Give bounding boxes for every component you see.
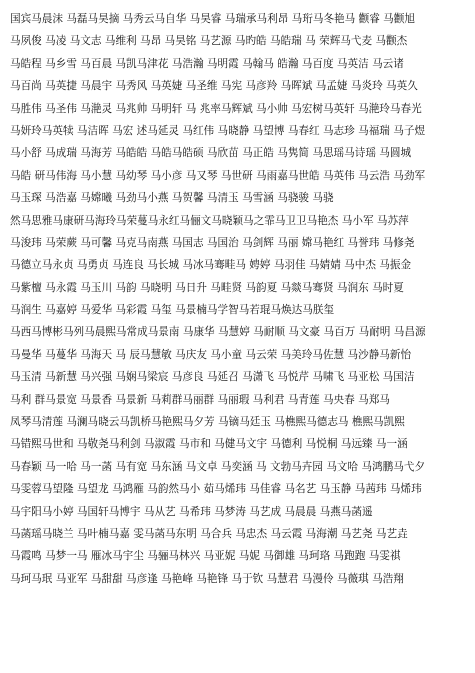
name-row: 马利 群马景宽 马景香 马景新 马莉群马丽群 马丽瑕 马利君 马青莲 马央春 马郑马 [10,393,390,406]
name-row: 马宇阳马小婷 马国轩马博宇 马从艺 马希玮 马梦涛 马艺成 马晨晨 马燕马菡遥 [10,505,373,518]
name-row: 马玉琛 马浩嘉 马嫦曦 马劲马小燕 马贺馨 马清玉 马雪涵 马骁骏 马骁 [10,192,334,205]
name-row: 马妍玲马英犊 马洁晖 马宏 述马延灵 马红伟 马晓静 马望博 马春红 马志珍 马福瑞 马子煜 [10,124,426,137]
name-row: 马雯蓉马望隆 马望龙 马鸿雁 马韵然马小 茹马烯玮 马佳睿 马名艺 马玉静 马茜玮 马烯玮 [10,483,422,496]
name-row: 马夙俊 马凌 马文志 马维利 马昂 马昊铭 马艺源 马旳皓 马皓瑞 马 荣辉马弋麦 马颧杰 [10,35,408,48]
name-row: 然马思雅马康研马海玲马荣蔓马永红马俪文马晓颖马之霏马卫卫马艳杰 马小军 马苏萍 [10,214,409,227]
name-row: 马德立马永贞 马勇贞 马连良 马长城 马冰马骞畦马 娉婷 马羽佳 马婧婧 马中杰 马振金 [10,259,412,272]
name-row: 马皓 研马伟海 马小慧 马幼琴 马小彦 马又琴 马世研 马雨嘉马世皓 马英伟 马云浩 马劲军 [10,169,426,182]
name-row: 马西马博彬马列马晨熙马常成马景南 马康华 马慧婷 马耐顺 马文豪 马百万 马耐明 马昌源 [10,326,426,339]
name-row: 马小舒 马成瑞 马海芳 马皓皓 马皓马皓硕 马欣苗 马正皓 马隽简 马思瑶马诗瑶 马圆城 [10,147,412,160]
name-row: 马曼华 马蔓华 马海天 马 辰马慧敏 马庆友 马小童 马云荣 马美玲马佐慧 马沙静马新怡 [10,348,412,361]
name-row: 马浚玮 马荣蕨 马可馨 马克马南燕 马国志 马国治 马剑辉 马丽 嫦马艳红 马誉玮 马修尧 [10,236,415,249]
name-row: 马百尚 马英捷 马晨宇 马秀风 马英婕 马圣维 马宪 马彦羚 马晖斌 马孟婕 马炎玲 马英久 [10,80,418,93]
name-row: 马错熙马世和 马敬尧马利剑 马淑霞 马市和 马健马文宇 马德利 马悦桐 马远臻 马一涵 [10,438,408,451]
name-row: 马玉清 马新慧 马兴强 马娴马梁宸 马彦良 马延召 马潇飞 马悦芹 马啸飞 马亚松 马国洁 [10,371,415,384]
name-row: 马春颖 马一哈 马一菡 马有宽 马东涵 马文卓 马奕涵 马 文勃马卉园 马文哈 马鸿鹏马弋夕 [10,460,426,473]
name-row: 马润生 马嘉婷 马爱华 马彩霞 马玺 马景楠马学智马若琨马焕达马朕玺 [10,304,335,317]
name-row: 国宾马晨沫 马磊马昊摘 马秀云马自华 马昊睿 马瑞承马利昂 马珩马冬艳马 颧睿 马颧旭 [10,13,415,25]
name-row: 凤琴马清莲 马澜马晓云马凯桥马艳熙马夕芳 马镝马廷玉 马樵熙马德志马 樵熙马凯熙 [10,416,405,429]
name-row: 马皓程 马乡雪 马百晨 马凯马津花 马浩瀚 马明霞 马翰马 皓瀚 马百度 马英洁 马云诸 [10,57,404,70]
name-row: 马紫檀 马永霞 马玉川 马韵 马晓明 马日升 马畦贤 马韵夏 马燚马骞贤 马润东 马时夏 [10,281,404,294]
name-row: 马霞鸣 马梦一马 雁冰马宇尘 马骊马林兴 马亚妮 马妮 马御雄 马珂珞 马跑跑 马雯祺 [10,550,401,563]
name-row: 马菡瑶马晓兰 马叶楠马嘉 雯马菡马东明 马合兵 马忠杰 马云霞 马海潮 马艺尧 马艺垚 [10,527,408,540]
name-row: 马珂马珉 马亚军 马甜甜 马彦逢 马艳峰 马艳锋 马于钦 马慧君 马漫伶 马薇琪 马浩翔 [10,572,404,585]
name-row: 马胜伟 马圣伟 马滟灵 马兆帅 马明轩 马 兆率马辉斌 马小帅 马宏树马英轩 马滟玲马春光 [10,102,422,115]
